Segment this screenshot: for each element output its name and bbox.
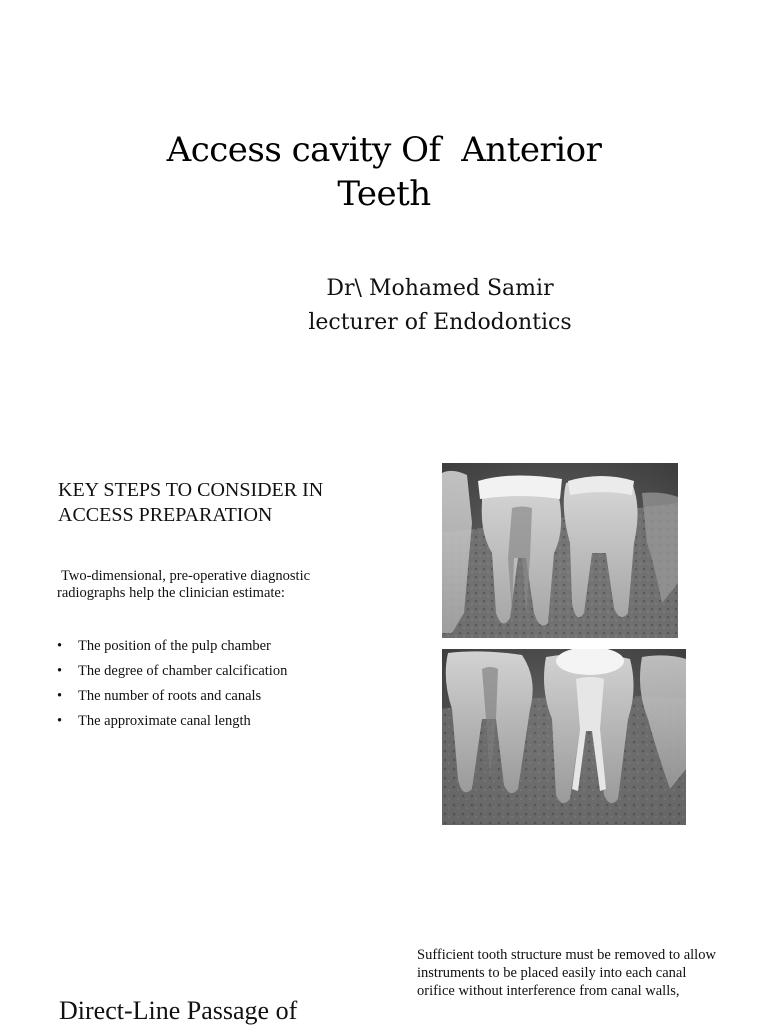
author-role: lecturer of Endodontics: [308, 310, 572, 335]
bullet-icon: •: [57, 663, 63, 679]
radiograph-image-2: [442, 649, 686, 825]
bullet-icon: •: [57, 713, 63, 729]
list-item: [57, 634, 377, 659]
title-line-1: Access cavity Of Anterior: [166, 130, 602, 170]
title-line-2: Teeth: [337, 174, 431, 214]
radiograph-intro-text: Two-dimensional, pre-operative diagnostic radiographs help the clinician estimate:: [57, 568, 311, 601]
author-name: Dr\ Mohamed Samir: [326, 276, 554, 301]
key-steps-heading-line-2: ACCESS PREPARATION: [58, 504, 273, 526]
bullet-icon: •: [57, 688, 63, 704]
radiograph-image-1: [442, 463, 678, 638]
bullet-icon: •: [57, 638, 63, 654]
author-block: [290, 272, 590, 340]
bullet-text: The position of the pulp chamber: [78, 638, 271, 654]
direct-line-passage-heading: Direct-Line Passage of: [59, 996, 298, 1025]
key-steps-heading: [58, 478, 388, 528]
bullet-text: The approximate canal length: [78, 713, 251, 729]
tooth-structure-note: Sufficient tooth structure must be removed to allow instruments to be placed easily into each canal orifice without interference from canal walls,: [417, 947, 716, 999]
list-item: [57, 709, 377, 734]
slide-title: [100, 128, 668, 216]
list-item: [57, 684, 377, 709]
key-steps-heading-line-1: KEY STEPS TO CONSIDER IN: [58, 479, 324, 501]
estimate-bullet-list: [57, 634, 377, 734]
bullet-text: The degree of chamber calcification: [78, 663, 288, 679]
bullet-text: The number of roots and canals: [78, 688, 262, 704]
list-item: [57, 659, 377, 684]
